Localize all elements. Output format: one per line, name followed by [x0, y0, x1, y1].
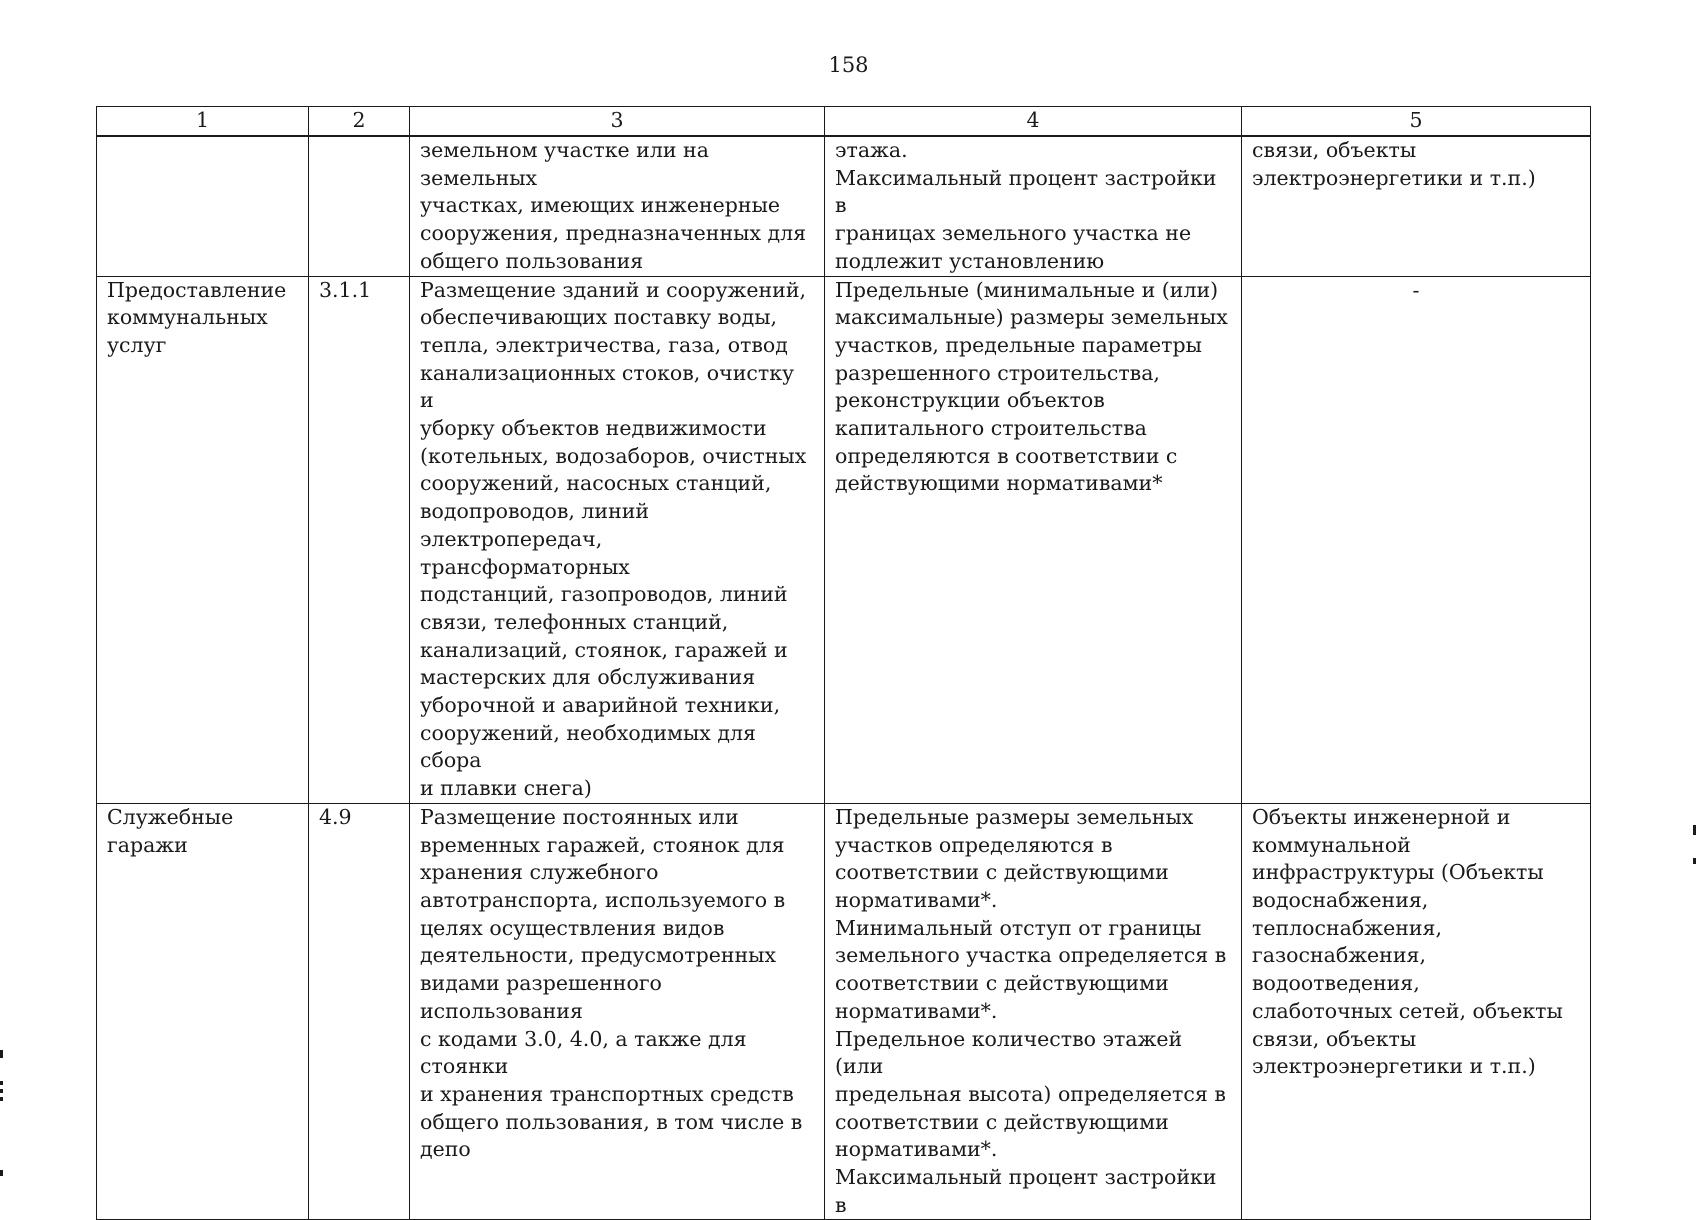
use-code-text: 3.1.1: [319, 277, 372, 302]
description-text: земельном участке или на земельных участках, имеющих инженерные сооружения, предназначенных для общего пользования: [420, 138, 807, 273]
use-code-text: 4.9: [319, 804, 352, 829]
use-code-cell: [309, 803, 410, 1220]
scan-edge-mark: [0, 1097, 3, 1101]
use-name-cell: [97, 276, 309, 803]
parameters-text: этажа. Максимальный процент застройки в границах земельного участка не подлежит установлению: [835, 138, 1217, 273]
scan-edge-mark: [0, 1089, 3, 1093]
column-header-2: 2: [309, 107, 410, 137]
description-text: Размещение постоянных или временных гаражей, стоянок для хранения служебного автотранспорта, используемого в целях осуществления видов деятельности, предусмотренных видами разрешенного использования с кодами 3.0, 4.0, а также для стоянки и хранения транспортных средств общего пользования, в том числе в депо: [420, 804, 803, 1162]
land-use-table: [96, 106, 1591, 1220]
use-name-cell: [97, 136, 309, 276]
column-header-4: 4: [825, 107, 1242, 137]
use-code-cell: [309, 276, 410, 803]
parameters-text: Предельные размеры земельных участков определяются в соответствии с действующими нормативами*. Минимальный отступ от границы земельного участка определяется в соответствии с действующими нормативами*. Предельное количество этажей (или предельная высота) определяется в соответствии с действующими нормативами*. Максимальный процент застройки в: [835, 804, 1227, 1217]
related-objects-cell: [1242, 136, 1591, 276]
description-cell: [410, 276, 825, 803]
description-cell: [410, 136, 825, 276]
use-code-cell: [309, 136, 410, 276]
header-row: [97, 107, 1591, 137]
use-name-text: Предоставление коммунальных услуг: [107, 277, 287, 357]
related-objects-text: Объекты инженерной и коммунальной инфраструктуры (Объекты водоснабжения, теплоснабжения, газоснабжения, водоотведения, слаботочных сетей, объекты связи, объекты электроэнергетики и т.п.): [1252, 804, 1563, 1079]
use-name-cell: [97, 803, 309, 1220]
parameters-cell: [825, 276, 1242, 803]
related-objects-cell: [1242, 276, 1591, 803]
related-objects-text: -: [1412, 277, 1420, 302]
scan-edge-mark: [0, 1050, 3, 1058]
related-objects-cell: [1242, 803, 1591, 1220]
parameters-text: Предельные (минимальные и (или) максимальные) размеры земельных участков, предельные параметры разрешенного строительства, реконструкции объектов капитального строительства определяются в соответствии с действующими нормативами*: [835, 277, 1228, 496]
description-cell: [410, 803, 825, 1220]
scan-edge-mark: [0, 1170, 3, 1176]
scan-edge-mark: [0, 1081, 3, 1085]
parameters-cell: [825, 803, 1242, 1220]
related-objects-text: связи, объекты электроэнергетики и т.п.): [1252, 138, 1536, 190]
use-name-text: Служебные гаражи: [107, 804, 234, 857]
page-number: 158: [828, 53, 869, 77]
scan-edge-mark: [1693, 858, 1696, 864]
table-row: [97, 276, 1591, 803]
scan-edge-mark: [1693, 825, 1696, 835]
table-row: [97, 803, 1591, 1220]
table-row: [97, 136, 1591, 276]
column-header-3: 3: [410, 107, 825, 137]
parameters-cell: [825, 136, 1242, 276]
description-text: Размещение зданий и сооружений, обеспечивающих поставку воды, тепла, электричества, газа, отвод канализационных стоков, очистку и уборку объектов недвижимости (котельных, водозаборов, очистных сооружений, насосных станций, водопроводов, линий электропередач, трансформаторных подстанций, газопроводов, линий связи, телефонных станций, канализаций, стоянок, гаражей и мастерских для обслуживания уборочной и аварийной техники, сооружений, необходимых для сбора и плавки снега): [420, 277, 807, 801]
column-header-1: 1: [97, 107, 309, 137]
column-header-5: 5: [1242, 107, 1591, 137]
